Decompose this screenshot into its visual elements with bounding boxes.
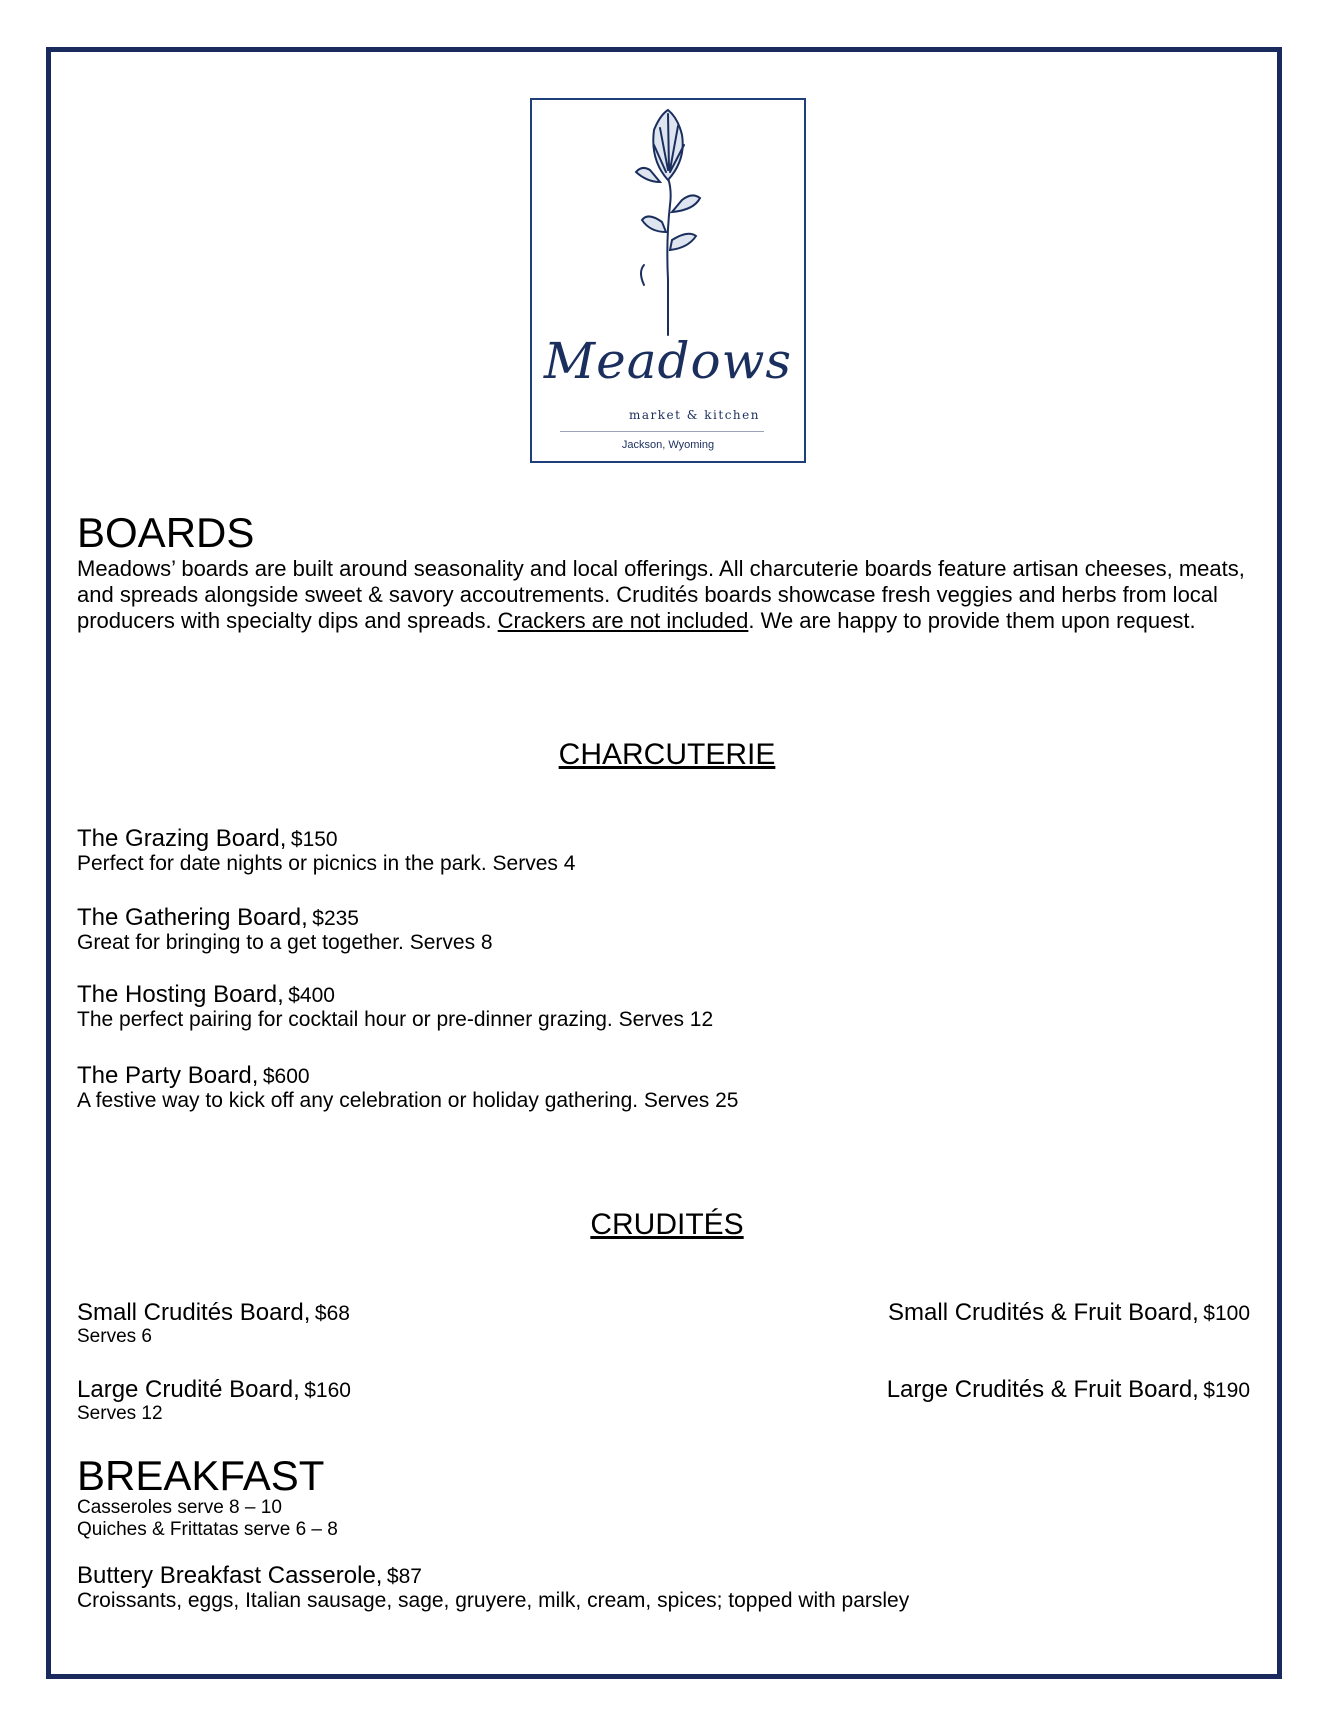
charcuterie-heading: CHARCUTERIE: [558, 738, 776, 771]
boards-intro: [77, 556, 1257, 634]
item-price: $600: [262, 1065, 310, 1088]
item-price: $68: [314, 1302, 350, 1325]
logo-script-name: Meadows: [543, 332, 793, 390]
menu-item: [77, 904, 493, 955]
item-price: $150: [290, 828, 338, 851]
breakfast-heading: BREAKFAST: [77, 1452, 325, 1499]
item-price: $235: [312, 907, 359, 930]
item-name: Large Crudité Board,: [77, 1376, 300, 1403]
intro-text-end: . We are happy to provide them upon request.: [748, 608, 1196, 633]
item-price: $190: [1203, 1379, 1250, 1402]
boards-heading: BOARDS: [77, 509, 255, 556]
menu-item: [77, 1562, 909, 1613]
menu-item: [77, 825, 575, 876]
item-price: $100: [1203, 1302, 1250, 1325]
item-desc: The perfect pairing for cocktail hour or pre-dinner grazing. Serves 12: [77, 1008, 714, 1031]
item-name: The Gathering Board,: [77, 904, 308, 931]
quiche-note: Quiches & Frittatas serve 6 – 8: [77, 1519, 338, 1540]
item-price: $160: [304, 1379, 351, 1402]
menu-item: [77, 1062, 738, 1113]
item-price: $87: [386, 1565, 422, 1588]
crudites-heading: CRUDITÉS: [590, 1208, 744, 1241]
menu-item: [887, 1376, 1250, 1403]
logo-divider: [560, 431, 764, 432]
meadows-logo: [530, 98, 806, 463]
item-name: Small Crudités Board,: [77, 1299, 311, 1326]
menu-item: [77, 981, 713, 1032]
item-desc: Perfect for date nights or picnics in the park. Serves 4: [77, 852, 576, 875]
item-desc: Serves 12: [77, 1403, 163, 1424]
item-desc: Great for bringing to a get together. Serves 8: [77, 931, 493, 954]
menu-item: [888, 1299, 1250, 1326]
item-desc: Croissants, eggs, Italian sausage, sage, gruyere, milk, cream, spices; topped with parsley: [77, 1589, 910, 1612]
item-name: Small Crudités & Fruit Board,: [888, 1299, 1199, 1326]
item-name: The Grazing Board,: [77, 825, 287, 852]
item-desc: A festive way to kick off any celebration or holiday gathering. Serves 25: [77, 1089, 739, 1112]
menu-item: [77, 1376, 351, 1425]
item-name: The Hosting Board,: [77, 981, 284, 1008]
breakfast-notes: [77, 1497, 338, 1541]
item-desc: Serves 6: [77, 1326, 152, 1347]
logo-location: Jackson, Wyoming: [621, 439, 715, 451]
item-name: Buttery Breakfast Casserole,: [77, 1562, 383, 1589]
intro-text: Meadows’ boards are built around seasonality and local offerings. All charcuterie boards feature artisan cheeses, meats, and spreads alongside sweet & savory accoutrements. Crudités boards showcase fresh veggies and herbs from local producers with specialty dips and spreads.: [77, 556, 1245, 633]
logo-subtitle: market & kitchen: [629, 408, 760, 422]
item-name: The Party Board,: [77, 1062, 259, 1089]
flower-stem-icon: [532, 100, 804, 461]
item-name: Large Crudités & Fruit Board,: [886, 1376, 1199, 1403]
item-price: $400: [288, 984, 335, 1007]
crackers-note: Crackers are not included: [497, 608, 749, 633]
menu-item: [77, 1299, 350, 1348]
casserole-note: Casseroles serve 8 – 10: [77, 1497, 282, 1518]
